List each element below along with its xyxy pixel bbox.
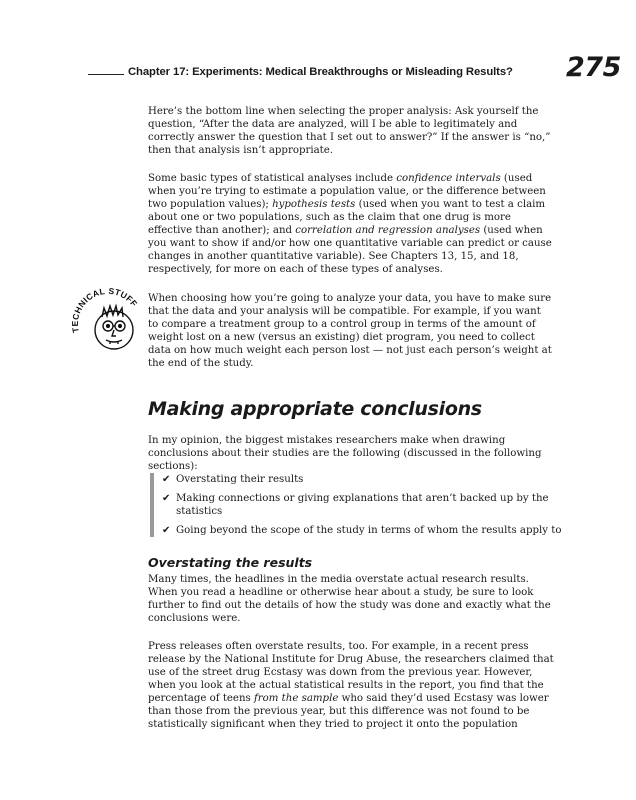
subsection-heading: Overstating the results <box>148 555 313 570</box>
list-item <box>162 473 566 486</box>
page-number: 275 <box>566 52 621 83</box>
text-run: who said they’d used Ecstasy was lower than those from the previous year, but this difference was not found to be statistically significant when they tried to project it onto the population <box>148 693 549 730</box>
list-item <box>162 524 566 537</box>
text-run: (used when you want to test a claim about one or two populations, such as the claim that one drug is more effective than another); and <box>148 199 546 236</box>
term-hypothesis-tests: hypothesis tests <box>272 199 356 210</box>
chapter-title: Chapter 17: Experiments: Medical Breakthroughs or Misleading Results? <box>128 66 513 78</box>
technical-stuff-label: TECHNICAL STUFF <box>70 286 140 334</box>
text-run: (used when you’re trying to estimate a population value, or the difference between two population values); <box>148 173 546 210</box>
list-item-text: Going beyond the scope of the study in terms of whom the results apply to <box>176 525 562 536</box>
paragraph-biggest-mistakes: In my opinion, the biggest mistakes researchers make when drawing conclusions about their studies are the following (discussed in the following sections): <box>148 435 542 472</box>
nerd-face <box>95 306 133 349</box>
term-confidence-intervals: confidence intervals <box>396 173 501 184</box>
section-heading: Making appropriate conclusions <box>148 398 482 420</box>
paragraph-press-releases <box>148 640 554 731</box>
paragraph-types-of-analyses <box>148 172 554 276</box>
list-item-text: Overstating their results <box>176 474 304 485</box>
term-from-the-sample: from the sample <box>254 693 339 704</box>
paragraph-technical-stuff: When choosing how you’re going to analyze your data, you have to make sure that the data and your analysis will be compatible. For example, if you want to compare a treatment group to a control group in terms of the amount of weight lost on a new (versus an existing) diet program, you need to collect data on how much weight each person lost — not just each person’s weight at the end of the study. <box>148 293 552 369</box>
term-correlation-regression: correlation and regression analyses <box>295 225 481 236</box>
text-run: Some basic types of statistical analyses include <box>148 173 397 184</box>
check-icon: ✔ <box>162 525 171 536</box>
paragraph-analysis-bottom-line: Here’s the bottom line when selecting the proper analysis: Ask yourself the question, “After the data are analyzed, will I be able to legitimately and correctly answer the question that I set out to answer?” If the answer is “no,” then that analysis isn’t appropriate. <box>148 106 551 156</box>
list-item-text: Making connections or giving explanations that aren’t backed up by the statistics <box>176 493 549 517</box>
check-icon: ✔ <box>162 474 171 485</box>
mistakes-list <box>150 473 566 537</box>
check-icon: ✔ <box>162 493 171 504</box>
list-item <box>162 492 566 518</box>
text-run: Press releases often overstate results, too. For example, in a recent press release by the National Institute for Drug Abuse, the researchers claimed that use of the street drug Ecstasy was down from the previous year. However, when you look at the actual statistical results in the report, you find that the percentage of teens <box>148 641 554 704</box>
header-rule <box>88 74 124 75</box>
paragraph-media-headlines: Many times, the headlines in the media overstate actual research results. When you read a headline or otherwise hear about a study, be sure to look further to find out the details of how the study was done and exactly what the conclusions were. <box>148 574 551 624</box>
technical-stuff-icon <box>70 286 146 356</box>
text-run: (used when you want to show if and/or how one quantitative variable can predict or cause changes in another quantitative variable). See Chapters 13, 15, and 18, respectively, for more on each of these types of analyses. <box>148 225 552 275</box>
